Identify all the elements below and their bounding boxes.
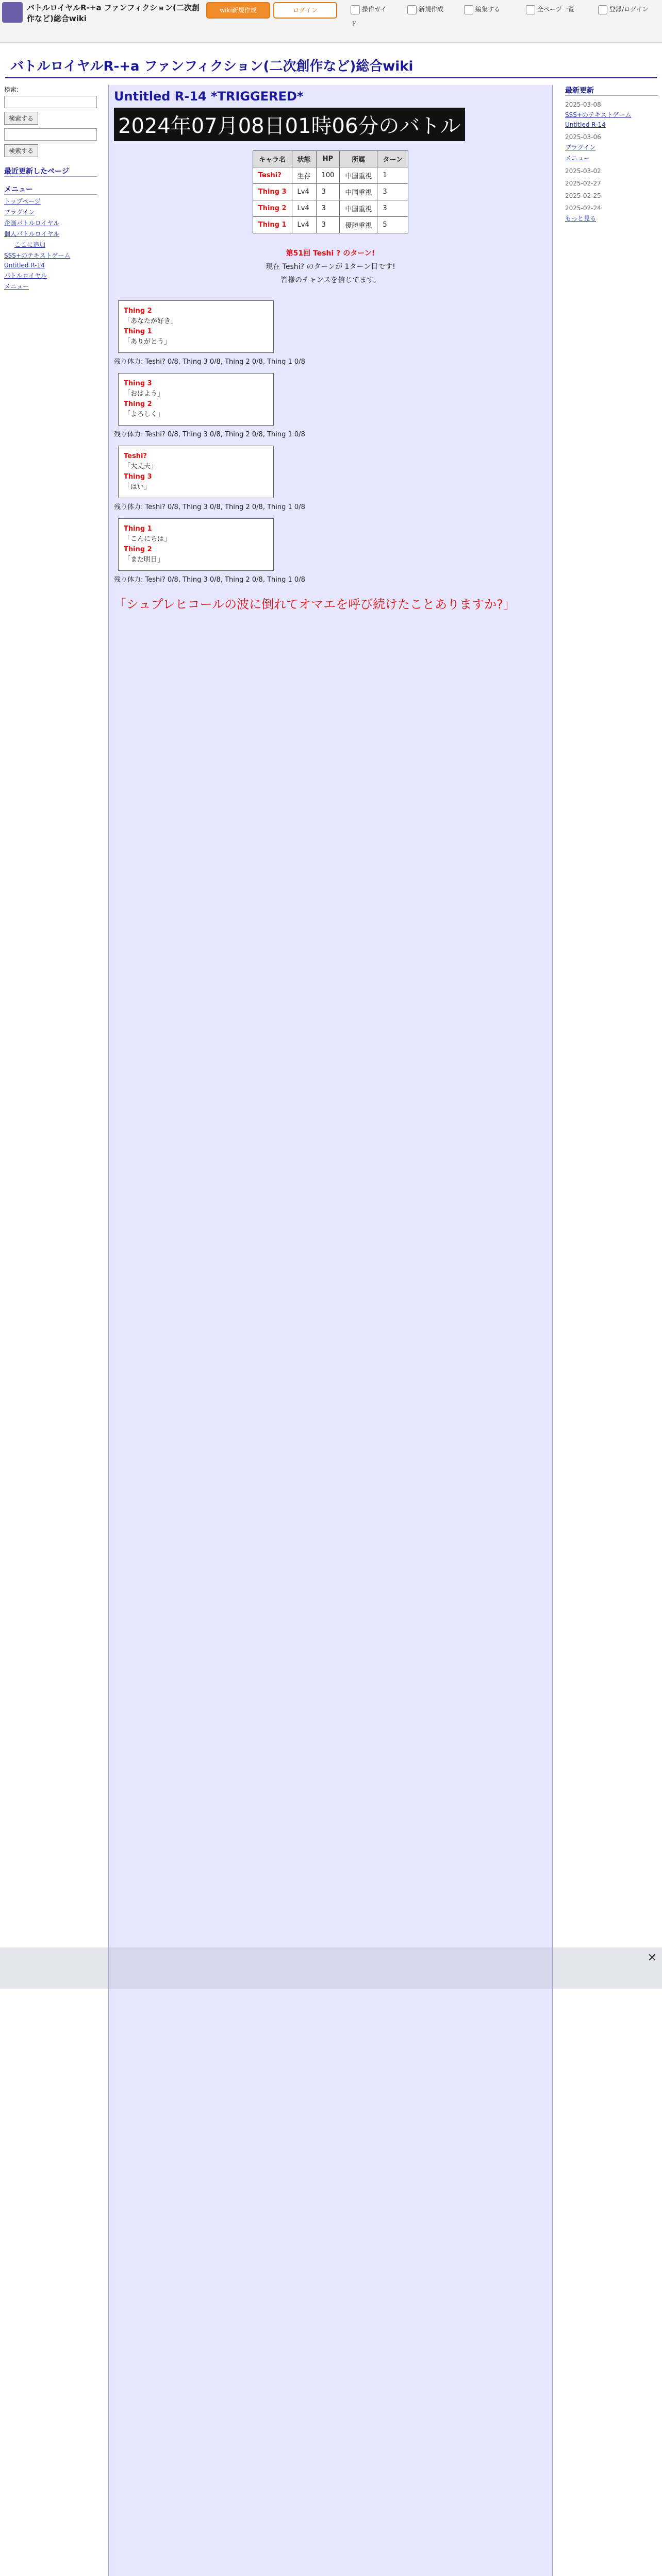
speaker: Thing 3 bbox=[124, 380, 152, 387]
nav-all-pages[interactable]: 全ページ一覧 bbox=[526, 2, 588, 16]
dialogue-line: 「また明日」 bbox=[124, 556, 164, 564]
nav-create[interactable]: 新規作成 bbox=[407, 2, 449, 16]
dialogue-card bbox=[118, 373, 274, 426]
col-header: 所属 bbox=[340, 151, 377, 167]
nav-guide[interactable]: 操作ガイド bbox=[351, 6, 387, 27]
turn-summary: 残り体力: Teshi? 0/8, Thing 3 0/8, Thing 2 0/8, Thing 1 0/8 bbox=[114, 576, 305, 584]
dialogue-line: 「おはよう」 bbox=[124, 390, 164, 398]
dialogue-line: 「こんにちは」 bbox=[124, 535, 171, 543]
main-content bbox=[108, 85, 553, 2576]
update-date: 2025-02-25 bbox=[565, 192, 601, 199]
cell: Thing 1 bbox=[253, 217, 292, 233]
cell: 3 bbox=[377, 184, 408, 200]
recent-link[interactable]: Untitled R-14 bbox=[565, 121, 606, 128]
col-header: HP bbox=[316, 151, 340, 167]
login-button[interactable]: ログイン bbox=[273, 2, 337, 19]
dialogue-line: 「ありがとう」 bbox=[124, 338, 171, 346]
table-row bbox=[253, 184, 408, 200]
cell: 3 bbox=[316, 200, 340, 217]
dialogue-line: 「はい」 bbox=[124, 483, 151, 491]
cell: Lv4 bbox=[292, 184, 316, 200]
cell: 3 bbox=[316, 184, 340, 200]
recent-link[interactable]: プラグイン bbox=[565, 144, 596, 151]
cell: 中国重視 bbox=[340, 167, 377, 184]
speaker: Thing 2 bbox=[124, 546, 152, 553]
menu-item[interactable]: トップページ bbox=[4, 198, 41, 205]
dialogue-line: 「よろしく」 bbox=[124, 411, 164, 418]
side-link[interactable]: SSS+のテキストゲーム bbox=[4, 252, 71, 259]
table-row bbox=[253, 167, 408, 184]
turn-summary: 残り体力: Teshi? 0/8, Thing 3 0/8, Thing 2 0/8, Thing 1 0/8 bbox=[114, 503, 305, 511]
cell: Lv4 bbox=[292, 217, 316, 233]
search-input-2[interactable] bbox=[4, 128, 97, 141]
search-button-2[interactable]: 検索する bbox=[4, 144, 38, 157]
cell: 5 bbox=[377, 217, 408, 233]
recent-link[interactable]: SSS+のテキストゲーム bbox=[565, 111, 632, 118]
turn-summary: 残り体力: Teshi? 0/8, Thing 3 0/8, Thing 2 0/8, Thing 1 0/8 bbox=[114, 431, 305, 438]
battle-banner: 2024年07月08日01時06分のバトル bbox=[114, 108, 465, 141]
user-icon bbox=[598, 5, 607, 14]
menu-item[interactable]: プラグイン bbox=[4, 209, 35, 216]
dialogue-line: 「大丈夫」 bbox=[124, 463, 158, 470]
dialogue-card bbox=[118, 446, 274, 498]
speaker: Thing 1 bbox=[124, 525, 152, 533]
side-link[interactable]: バトルロイヤル bbox=[4, 272, 47, 279]
update-date: 2025-02-24 bbox=[565, 205, 601, 212]
cell: 100 bbox=[316, 167, 340, 184]
side-link[interactable]: Untitled R-14 bbox=[4, 262, 45, 269]
table-row bbox=[253, 200, 408, 217]
announce-line: 第51回 Teshi ? のターン! bbox=[286, 249, 375, 258]
announcement bbox=[109, 247, 552, 287]
new-wiki-button[interactable]: wiki新規作成 bbox=[206, 2, 270, 19]
cell: Teshi? bbox=[253, 167, 292, 184]
speaker: Thing 2 bbox=[124, 400, 152, 408]
cell: Thing 2 bbox=[253, 200, 292, 217]
nav-edit[interactable]: 編集する bbox=[464, 2, 505, 16]
cell: 優勝重視 bbox=[340, 217, 377, 233]
status-table bbox=[253, 150, 408, 233]
climax-quote: 「シュプレヒコールの波に倒れてオマエを呼び続けたことありますか?」 bbox=[114, 597, 516, 612]
dialogue-card bbox=[118, 300, 274, 353]
search-button[interactable]: 検索する bbox=[4, 112, 38, 125]
menu-item[interactable]: ここに追加 bbox=[14, 241, 46, 248]
update-date: 2025-03-08 bbox=[565, 101, 601, 108]
cell: Thing 3 bbox=[253, 184, 292, 200]
site-logo-icon[interactable] bbox=[2, 2, 23, 23]
col-header: ターン bbox=[377, 151, 408, 167]
menu-item[interactable]: 個人バトルロイヤル bbox=[4, 230, 60, 238]
turn-summary: 残り体力: Teshi? 0/8, Thing 3 0/8, Thing 2 0/8, Thing 1 0/8 bbox=[114, 358, 305, 366]
side-link[interactable]: メニュー bbox=[4, 283, 29, 290]
recent-link[interactable]: メニュー bbox=[565, 155, 590, 162]
cell: 生存 bbox=[292, 167, 316, 184]
top-toolbar bbox=[0, 0, 662, 43]
update-date: 2025-03-06 bbox=[565, 133, 601, 141]
table-row bbox=[253, 217, 408, 233]
cell: 3 bbox=[377, 200, 408, 217]
guide-icon bbox=[351, 5, 360, 14]
list-icon bbox=[526, 5, 535, 14]
dialogue-line: 「あなたが好き」 bbox=[124, 317, 178, 325]
page-title: Untitled R-14 *TRIGGERED* bbox=[114, 89, 304, 104]
col-header: キャラ名 bbox=[253, 151, 292, 167]
cell: 中国重視 bbox=[340, 200, 377, 217]
cell: 1 bbox=[377, 167, 408, 184]
recent-heading: 最新更新 bbox=[565, 85, 658, 96]
announce-line: 皆様のチャンスを信じてます。 bbox=[280, 276, 381, 284]
cell: 3 bbox=[316, 217, 340, 233]
right-sidebar bbox=[565, 85, 658, 225]
close-icon[interactable]: ✕ bbox=[647, 1952, 657, 1964]
col-header: 状態 bbox=[292, 151, 316, 167]
cell: Lv4 bbox=[292, 200, 316, 217]
menu-item[interactable]: 企画バトルロイヤル bbox=[4, 219, 60, 227]
site-title[interactable]: バトルロイヤルR-+a ファンフィクション(二次創作など)総合wiki bbox=[10, 59, 413, 74]
nav-login[interactable]: 登録/ログイン bbox=[598, 2, 660, 16]
speaker: Thing 1 bbox=[124, 328, 152, 335]
dialogue-card bbox=[118, 518, 274, 571]
title-divider bbox=[5, 77, 657, 78]
left-sidebar bbox=[4, 85, 97, 293]
toolbar-site-name[interactable]: バトルロイヤルR-+a ファンフィクション(二次創作など)総合wiki bbox=[27, 3, 200, 23]
more-link[interactable]: もっと見る bbox=[565, 215, 597, 222]
menu-heading: メニュー bbox=[4, 184, 97, 195]
update-date: 2025-02-27 bbox=[565, 180, 601, 187]
announce-line: 現在 Teshi? のターンが 1ターン目です! bbox=[266, 263, 395, 271]
speaker: Teshi? bbox=[124, 452, 147, 460]
search-label: 検索: bbox=[4, 86, 19, 93]
edit-icon bbox=[464, 5, 473, 14]
speaker: Thing 3 bbox=[124, 473, 152, 481]
create-icon bbox=[407, 5, 417, 14]
update-date: 2025-03-02 bbox=[565, 167, 601, 175]
cell: 中国重視 bbox=[340, 184, 377, 200]
recent-update-heading: 最近更新したページ bbox=[4, 166, 97, 177]
ad-overlay-bar bbox=[0, 1947, 662, 1989]
speaker: Thing 2 bbox=[124, 307, 152, 315]
table-header-row bbox=[253, 151, 408, 167]
search-input[interactable] bbox=[4, 96, 97, 108]
